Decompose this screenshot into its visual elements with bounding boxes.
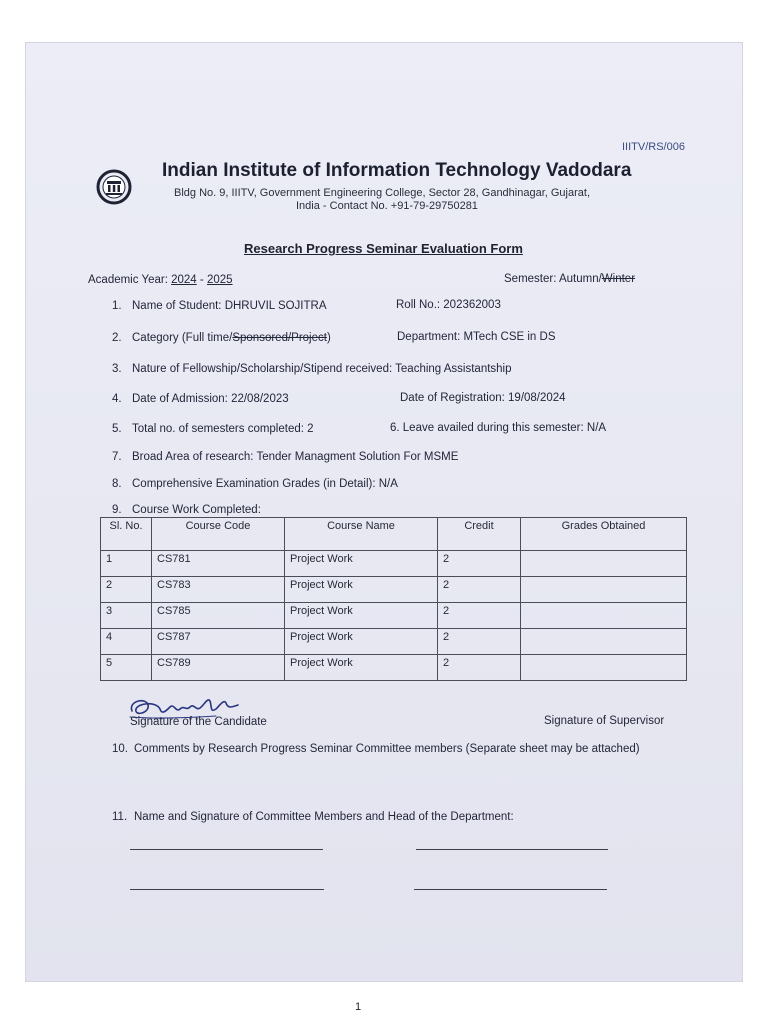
item-number: 7. [112,451,122,463]
student-name: Name of Student: DHRUVIL SOJITRA [132,300,327,312]
category-struck: Sponsored/Project [232,332,327,344]
category-label: Category (Full time/ [132,332,233,344]
course-work-table [100,517,687,681]
cell-course-name: Project Work [285,655,438,681]
cell-grade [521,655,687,681]
cell-sl-no: 1 [101,551,152,577]
item-number: 8. [112,478,122,490]
academic-year-label: Academic Year: [88,274,168,286]
col-header-course-code: Course Code [152,518,285,551]
item-course-work [112,504,261,516]
cell-grade [521,629,687,655]
col-header-sl-no: Sl. No. [101,518,152,551]
table-row [101,603,687,629]
table-row [101,629,687,655]
research-area: Broad Area of research: Tender Managment Solution For MSME [132,451,459,463]
cell-grade [521,577,687,603]
cell-grade [521,603,687,629]
cell-sl-no: 3 [101,603,152,629]
cell-grade [521,551,687,577]
committee-signature-line [414,889,607,890]
cell-course-code: CS787 [152,629,285,655]
admission-date: Date of Admission: 22/08/2023 [132,393,289,405]
page-number: 1 [355,1001,362,1013]
col-header-course-name: Course Name [285,518,438,551]
cell-course-code: CS783 [152,577,285,603]
item-number: 4. [112,393,122,405]
committee-label: Name and Signature of Committee Members and Head of the Department: [134,811,514,823]
institute-name: Indian Institute of Information Technology Vadodara [162,160,632,181]
cell-course-name: Project Work [285,551,438,577]
academic-year-separator: - [196,274,207,286]
committee-signature-line [130,849,323,850]
item-number: 10. [112,743,128,755]
semester-struck: Winter [601,273,636,285]
course-work-label: Course Work Completed: [132,504,261,516]
institute-logo-icon [96,169,132,205]
cell-course-name: Project Work [285,603,438,629]
item-semesters [112,423,314,435]
table-header-row [101,518,687,551]
cell-course-code: CS789 [152,655,285,681]
cell-sl-no: 5 [101,655,152,681]
item-admission [112,393,289,405]
item-number: 2. [112,332,122,344]
academic-year [88,274,233,286]
roll-number: Roll No.: 202362003 [396,299,501,311]
item-category [112,332,331,344]
form-sheet [26,43,742,981]
fellowship-text: Nature of Fellowship/Scholarship/Stipend received: Teaching Assistantship [132,363,512,375]
cell-sl-no: 2 [101,577,152,603]
semester-label: Semester: Autumn/ [504,273,602,285]
table-row [101,577,687,603]
supervisor-signature-label: Signature of Supervisor [544,715,665,727]
semesters-completed: Total no. of semesters completed: 2 [132,423,314,435]
cell-credit: 2 [438,655,521,681]
committee-signature-line [416,849,608,850]
institute-address-line1: Bldg No. 9, IIITV, Government Engineering College, Sector 28, Gandhinagar, Gujarat, [174,187,591,199]
item-research-area [112,451,458,463]
item-comments [112,743,640,755]
cell-credit: 2 [438,577,521,603]
item-number: 9. [112,504,122,516]
cell-sl-no: 4 [101,629,152,655]
col-header-credit: Credit [438,518,521,551]
institute-address-line2: India - Contact No. +91-79-29750281 [296,200,478,212]
candidate-signature-label: Signature of the Candidate [130,716,267,728]
semester [504,273,635,285]
exam-grades: Comprehensive Examination Grades (in Detail): N/A [132,478,398,490]
form-code: IIITV/RS/006 [622,141,685,153]
cell-credit: 2 [438,551,521,577]
col-header-grades: Grades Obtained [521,518,687,551]
cell-course-name: Project Work [285,629,438,655]
registration-date: Date of Registration: 19/08/2024 [400,392,566,404]
cell-course-name: Project Work [285,577,438,603]
leave-availed: 6. Leave availed during this semester: N/A [390,422,607,434]
table-row [101,551,687,577]
cell-credit: 2 [438,603,521,629]
cell-course-code: CS785 [152,603,285,629]
item-number: 3. [112,363,122,375]
comments-label: Comments by Research Progress Seminar Committee members (Separate sheet may be attached) [134,743,640,755]
item-committee [112,811,514,823]
item-number: 1. [112,300,122,312]
category-close: ) [326,332,331,344]
form-title: Research Progress Seminar Evaluation Form [244,241,523,256]
cell-credit: 2 [438,629,521,655]
item-number: 5. [112,423,122,435]
department: Department: MTech CSE in DS [397,331,556,343]
item-number: 11. [112,811,128,823]
item-fellowship [112,363,512,375]
academic-year-to: 2025 [206,274,233,286]
academic-year-from: 2024 [171,274,197,286]
committee-signature-line [130,889,324,890]
table-row [101,655,687,681]
item-exam-grades [112,478,398,490]
item-student-name [112,300,327,312]
cell-course-code: CS781 [152,551,285,577]
